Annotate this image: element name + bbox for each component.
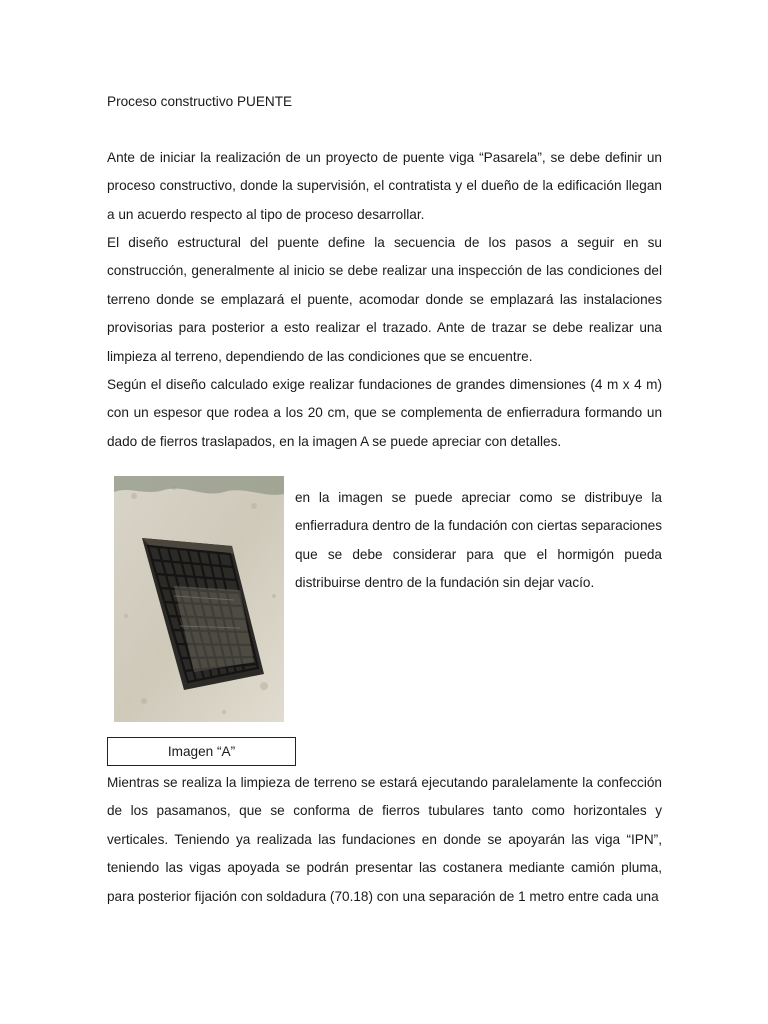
paragraph-foundations: Según el diseño calculado exige realizar fundaciones de grandes dimensiones (4 m x 4 m) con un espesor que rodea a los 20 cm, que se complementa de enfierradura formando un dado de fierros traslapados, en la imagen A se puede apreciar con detalles.	[107, 377, 662, 449]
figure-caption-label: Imagen “A”	[167, 744, 236, 759]
paragraph-intro: Ante de iniciar la realización de un proyecto de puente viga “Pasarela”, se debe definir un proceso constructivo, donde la supervisión, el contratista y el dueño de la edificación llegan a un acuerdo respecto al tipo de proceso desarrollar.	[107, 150, 662, 222]
document-title: Proceso constructivo PUENTE	[107, 94, 293, 109]
figure-caption	[107, 737, 296, 766]
figure-description: en la imagen se puede apreciar como se distribuye la enfierradura dentro de la fundación con ciertas separaciones que se debe considerar para que el hormigón pueda distribuirse dentro de la fundación sin dejar vacío.	[295, 490, 662, 591]
paragraph-structural-design: El diseño estructural del puente define la secuencia de los pasos a seguir en su construcción, generalmente al inicio se debe realizar una inspección de las condiciones del terreno donde se emplazará el puente, acomodar donde se emplazará las instalaciones provisorias para posterior a esto realizar el trazado. Ante de trazar se debe realizar una limpieza al terreno, dependiendo de las condiciones que se encuentre.	[107, 235, 662, 364]
rebar-foundation-photo	[114, 476, 284, 722]
paragraph-closing: Mientras se realiza la limpieza de terreno se estará ejecutando paralelamente la confección de los pasamanos, que se conforma de fierros tubulares tanto como horizontales y verticales. Teniendo ya realizada las fundaciones en donde se apoyarán las viga “IPN”, teniendo las vigas apoyada se podrán presentar las costanera mediante camión pluma, para posterior fijación con soldadura (70.18) con una separación de 1 metro entre cada una	[107, 775, 662, 904]
